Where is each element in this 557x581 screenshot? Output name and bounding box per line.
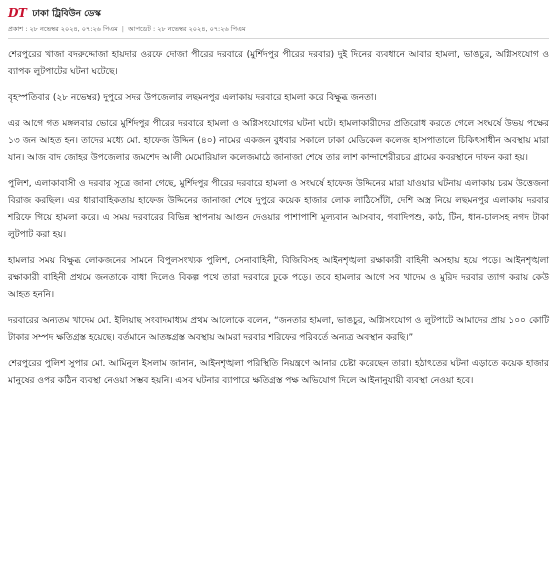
dhaka-tribune-logo[interactable]: DT: [8, 6, 27, 20]
article-paragraph: শেরপুরের খাজা বদরুদ্দোজা হায়দার ওরফে দোজা পীরের দরবারে (মুর্শিদপুর পীরের দরবার) দুই দিনের ব্যবধানে আবার হামলা, ভাঙচুর, অগ্নিসংযোগ ও ব্যাপক লুটপাটের ঘটনা ঘটেছে।: [8, 50, 549, 77]
article-paragraph: বৃহস্পতিবার (২৮ নভেম্বর) দুপুরে সদর উপজেলার লছমনপুর এলাকায় দরবারে হামলা করে বিক্ষুব্ধ জনতা।: [8, 93, 377, 103]
header-divider: [8, 38, 549, 39]
article-paragraph: শেরপুরের পুলিশ সুপার মো. আমিনুল ইসলাম জানান, আইনশৃঙ্খলা পরিস্থিতি নিয়ন্ত্রণে আনার চেষ্টা করেছেন তারা। হঠাৎতের ঘটনা এড়াতে কয়েক হাজার মানুষের ওপর কঠিন ব্যবস্থা নেওয়া সম্ভব হয়নি। এসব ঘটনার ব্যাপারে ক্ষতিগ্রস্ত পক্ষ অভিযোগ দিলে আইনানুযায়ী ব্যবস্থা নেওয়া হবে।: [8, 359, 549, 386]
updated-timestamp: আপডেট : ২৮ নভেম্বর ২০২৪, ০৭:২৬ পিএম: [128, 24, 246, 33]
meta-separator: |: [121, 25, 124, 33]
byline-source[interactable]: ঢাকা ট্রিবিউন ডেস্ক: [32, 8, 101, 19]
article-paragraph: দরবারের অন্যতম খাদেম মো. ইলিয়াছ সংবাদমাধ্যম প্রথম আলোকে বলেন, “জনতার হামলা, ভাঙচুর, অগ্নিসংযোগ ও লুটপাটে আমাদের প্রায় ১০০ কোটি টাকার সম্পদ ক্ষতিগ্রস্ত হয়েছে। বর্তমানে আতঙ্কগ্রস্ত অবস্থায় আমরা দরবার শরিফের পরিবর্তে অন্যত্র অবস্থান করছি।”: [8, 316, 549, 343]
article-paragraph: পুলিশ, এলাকাবাসী ও দরবার সূত্রে জানা গেছে, মুর্শিদপুর পীরের দরবারে হামলা ও সংঘর্ষে হাফেজ উদ্দিনের মারা যাওয়ার ঘটনায় এলাকায় চরম উত্তেজনা বিরাজ করছিল। এর ধারাবাহিকতায় হাফেজ উদ্দিনের জানাজা শেষে দুপুরে কয়েক হাজার লোক লাঠিসোঁটা, দেশি অস্ত্র নিয়ে লছমনপুর এলাকায় দরবার শরিফে গিয়ে হামলা করে। এ সময় দরবারের বিভিন্ন স্থাপনায় আগুন দেওয়ার পাশাপাশি মূল্যবান আসবাব, গবাদিপশু, কাঠ, টিন, ধান-চালসহ নগদ টাকা লুটপাট করা হয়।: [8, 179, 549, 240]
article-meta: [8, 24, 549, 34]
published-timestamp: প্রকাশ : ২৮ নভেম্বর ২০২৪, ০৭:২৬ পিএম: [8, 24, 118, 33]
article-body: [8, 47, 549, 390]
byline: [8, 6, 549, 20]
article-paragraph: হামলার সময় বিক্ষুব্ধ লোকজনের সামনে বিপুলসংখ্যক পুলিশ, সেনাবাহিনী, বিজিবিসহ আইনশৃঙ্খলা রক্ষাকারী বাহিনী অসহায় হয়ে পড়ে। আইনশৃঙ্খলা রক্ষাকারী বাহিনী প্রথমে জনতাকে বাধা দিলেও বিকল্প পথে তারা দরবারে ঢুকে পড়ে। তবে হামলার আগে সব খাদেম ও মুরিদ দরবার ত্যাগ করায় কেউ আহত হননি।: [8, 256, 549, 300]
article-paragraph: এর আগে গত মঙ্গলবার ভোরে মুর্শিদপুর পীরের দরবারে হামলা ও অগ্নিসংযোগের ঘটনা ঘটে। হামলাকারীদের প্রতিরোধ করতে গেলে সংঘর্ষে উভয় পক্ষের ১৩ জন আহত হন। তাদের মধ্যে মো. হাফেজ উদ্দিন (৪০) নামের একজন বুধবার সকালে ঢাকা মেডিকেল কলেজ হাসপাতালে চিকিৎসাধীন অবস্থায় মারা যান। আজ বাদ জোহর উপজেলার জমশেদ আলী মেমোরিয়াল কলেজমাঠে জানাজা শেষে তার লাশ কান্দাশেরীরচর গ্রামের কবরস্থানে দাফন করা হয়।: [8, 119, 549, 163]
